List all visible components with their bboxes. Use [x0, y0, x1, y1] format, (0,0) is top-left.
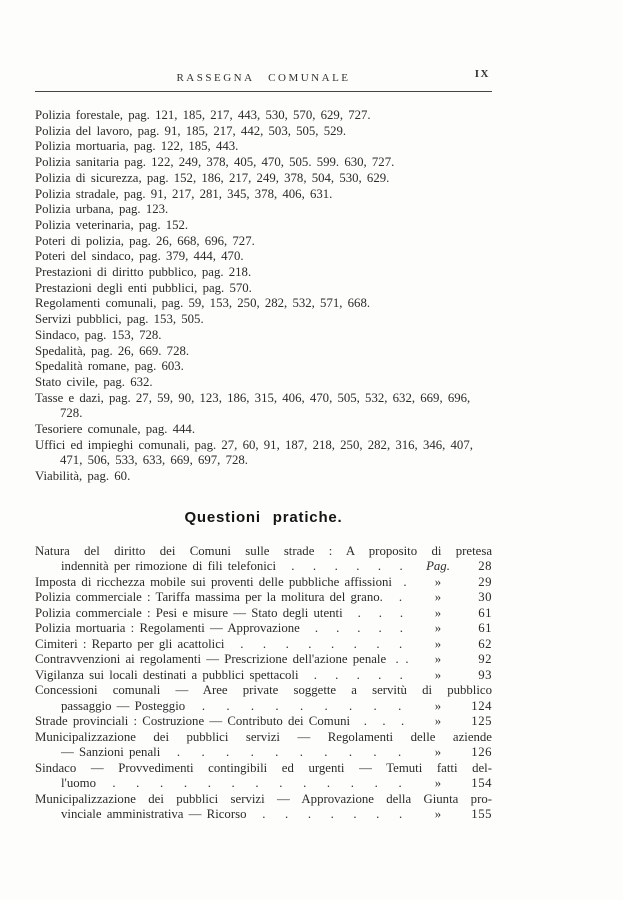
running-head-title: RASSEGNA COMUNALE [176, 72, 351, 84]
toc-entry [35, 714, 492, 730]
toc-entry [35, 606, 492, 622]
toc-page-number: 154 [471, 776, 492, 791]
dot-leader: . . . . . [313, 667, 403, 682]
toc-entry-text: Vigilanza sui locali destinati a pubblici spettacoli [35, 667, 299, 682]
ditto-mark: » [434, 574, 442, 589]
toc-entry-text: passaggio — Posteggio [61, 698, 186, 713]
ditto-mark: » [434, 745, 442, 760]
toc-page-number: 126 [471, 745, 492, 760]
ditto-mark: » [434, 590, 442, 605]
ditto-mark: » [434, 776, 442, 791]
index-entry: Stato civile, pag. 632. [35, 374, 153, 389]
index-entry: Tasse e dazi, pag. 27, 59, 90, 123, 186, 315, 406, 470, 505, 532, 632, 669, 696, 728. [35, 390, 471, 421]
dot-leader: . . . . . . . . [240, 636, 403, 651]
toc-entry [35, 590, 492, 606]
toc-entry [35, 652, 492, 668]
toc-page-number: 92 [478, 652, 492, 667]
ditto-mark: » [434, 652, 442, 667]
ditto-mark: » [434, 667, 442, 682]
toc-entry-text: Polizia commerciale : Pesi e misure — Stato degli utenti [35, 605, 343, 620]
toc-entry-text: Cimiteri : Reparto per gli acattolici [35, 636, 225, 651]
toc-entry-text: Polizia commerciale : Tariffa massima per la molitura del grano. [35, 590, 383, 605]
ditto-mark: » [434, 605, 442, 620]
index-entry: Polizia stradale, pag. 91, 217, 281, 345, 378, 406, 631. [35, 186, 333, 201]
toc-page-number: 61 [478, 621, 492, 636]
alphabetical-index-list [35, 108, 492, 485]
index-entry: Sindaco, pag. 153, 728. [35, 327, 162, 342]
dot-leader: . . . . . . [291, 559, 403, 574]
index-entry: Polizia forestale, pag. 121, 185, 217, 443, 530, 570, 629, 727. [35, 108, 371, 122]
index-entry: Regolamenti comunali, pag. 59, 153, 250, 282, 532, 571, 668. [35, 296, 371, 311]
index-entry: Spedalità romane, pag. 603. [35, 359, 184, 374]
dot-leader: . [398, 590, 403, 605]
index-entry: Polizia sanitaria pag. 122, 249, 378, 405, 470, 505. 599. 630, 727. [35, 155, 395, 170]
page-folio: IX [474, 68, 490, 80]
toc-page-number: 29 [478, 574, 492, 589]
toc-entry-row [35, 714, 492, 730]
toc-entry-row [35, 745, 492, 761]
toc-entry-line: Concessioni comunali — Aree private soggette a servitù di pubblico [35, 683, 492, 698]
index-entry: Polizia del lavoro, pag. 91, 185, 217, 442, 503, 505, 529. [35, 123, 347, 138]
toc-entry-text: Imposta di ricchezza mobile sui proventi delle pubbliche affissioni [35, 574, 392, 589]
dot-leader: . [403, 574, 407, 589]
toc-page-number: 155 [471, 807, 492, 822]
index-entry: Polizia di sicurezza, pag. 152, 186, 217, 249, 378, 504, 530, 629. [35, 170, 390, 185]
toc-entry [35, 575, 492, 591]
toc-entry-row [35, 621, 492, 637]
toc-entry-row [35, 559, 492, 575]
index-entry: Servizi pubblici, pag. 153, 505. [35, 312, 204, 327]
index-entry: Polizia mortuaria, pag. 122, 185, 443. [35, 139, 239, 154]
page-column-label: Pag. [426, 559, 450, 574]
index-entry: Spedalità, pag. 26, 669. 728. [35, 343, 190, 358]
dot-leader: . . . . . . . [262, 807, 403, 822]
toc-page-number: 62 [478, 636, 492, 651]
toc-entry-row [35, 606, 492, 622]
toc-entry [35, 621, 492, 637]
toc-entry-line: Municipalizzazione dei pubblici servizi — Approvazione della Giunta pro- [35, 791, 492, 806]
ditto-mark: » [434, 807, 442, 822]
toc-entry-row [35, 637, 492, 653]
dot-leader: . . . . . . . . . . [176, 745, 402, 760]
index-entry: Prestazioni di diritto pubblico, pag. 218. [35, 265, 252, 280]
dot-leader: . . . [363, 714, 405, 729]
toc-entry-line: Natura del diritto dei Comuni sulle strade : A proposito di pretesa [35, 543, 492, 558]
toc-entry-text: Polizia mortuaria : Regolamenti — Approvazione [35, 621, 300, 636]
toc-entry [35, 668, 492, 684]
toc-entry-row [35, 776, 492, 792]
index-entry: Poteri del sindaco, pag. 379, 444, 470. [35, 249, 244, 264]
index-entry: Uffici ed impieghi comunali, pag. 27, 60, 91, 187, 218, 250, 282, 316, 346, 407, 471, 506, 533, 633, 669, 697, 728. [35, 437, 473, 468]
toc-entry-row [35, 807, 492, 823]
index-entry: Tesoriere comunale, pag. 444. [35, 422, 196, 437]
dot-leader: . . [395, 652, 409, 667]
toc-entry-text: — Sanzioni penali [61, 745, 161, 760]
index-entry: Polizia veterinaria, pag. 152. [35, 217, 189, 232]
toc-entry-row [35, 699, 492, 715]
toc-entry-text: l'uomo [61, 776, 97, 791]
toc-page-number: 93 [478, 667, 492, 682]
toc-entry [35, 792, 492, 823]
questioni-pratiche-toc [35, 544, 492, 823]
toc-entry [35, 683, 492, 714]
page-content [35, 0, 492, 823]
toc-page-number: 30 [478, 590, 492, 605]
ditto-mark: » [434, 698, 442, 713]
toc-entry-row [35, 652, 492, 668]
toc-page-number: 124 [471, 698, 492, 713]
toc-entry [35, 730, 492, 761]
toc-entry-text: Contravvenzioni ai regolamenti — Prescrizione dell'azione penale [35, 652, 387, 667]
toc-entry-text: Strade provinciali : Costruzione — Contributo dei Comuni [35, 714, 351, 729]
section-heading: Questioni pratiche. [184, 508, 343, 526]
dot-leader: . . . . . . . . . . . . . [112, 776, 402, 791]
ditto-mark: » [434, 621, 442, 636]
dot-leader: . . . [357, 605, 404, 620]
toc-entry-text: indennità per rimozione di fili telefonici [61, 559, 277, 574]
toc-entry-row [35, 590, 492, 606]
toc-page-number: 125 [471, 714, 492, 729]
ditto-mark: » [434, 714, 442, 729]
toc-entry-line: Sindaco — Provvedimenti contingibili ed urgenti — Temuti fatti del- [35, 760, 492, 775]
index-entry: Poteri di polizia, pag. 26, 668, 696, 727. [35, 233, 255, 248]
toc-page-number: 28 [478, 559, 492, 574]
dot-leader: . . . . . . . . . [201, 698, 402, 713]
toc-entry-row [35, 668, 492, 684]
toc-entry-line: Municipalizzazione dei pubblici servizi — Regolamenti delle aziende [35, 729, 492, 744]
toc-page-number: 61 [478, 605, 492, 620]
toc-entry-row [35, 575, 492, 591]
dot-leader: . . . . . [314, 621, 403, 636]
ditto-mark: » [434, 636, 442, 651]
index-entry: Viabilità, pag. 60. [35, 469, 131, 484]
toc-entry-text: vinciale amministrativa — Ricorso [61, 807, 247, 822]
running-head [35, 68, 492, 92]
toc-entry [35, 544, 492, 575]
toc-entry [35, 761, 492, 792]
index-entry: Polizia urbana, pag. 123. [35, 202, 169, 217]
index-entry: Prestazioni degli enti pubblici, pag. 570. [35, 280, 252, 295]
toc-entry [35, 637, 492, 653]
